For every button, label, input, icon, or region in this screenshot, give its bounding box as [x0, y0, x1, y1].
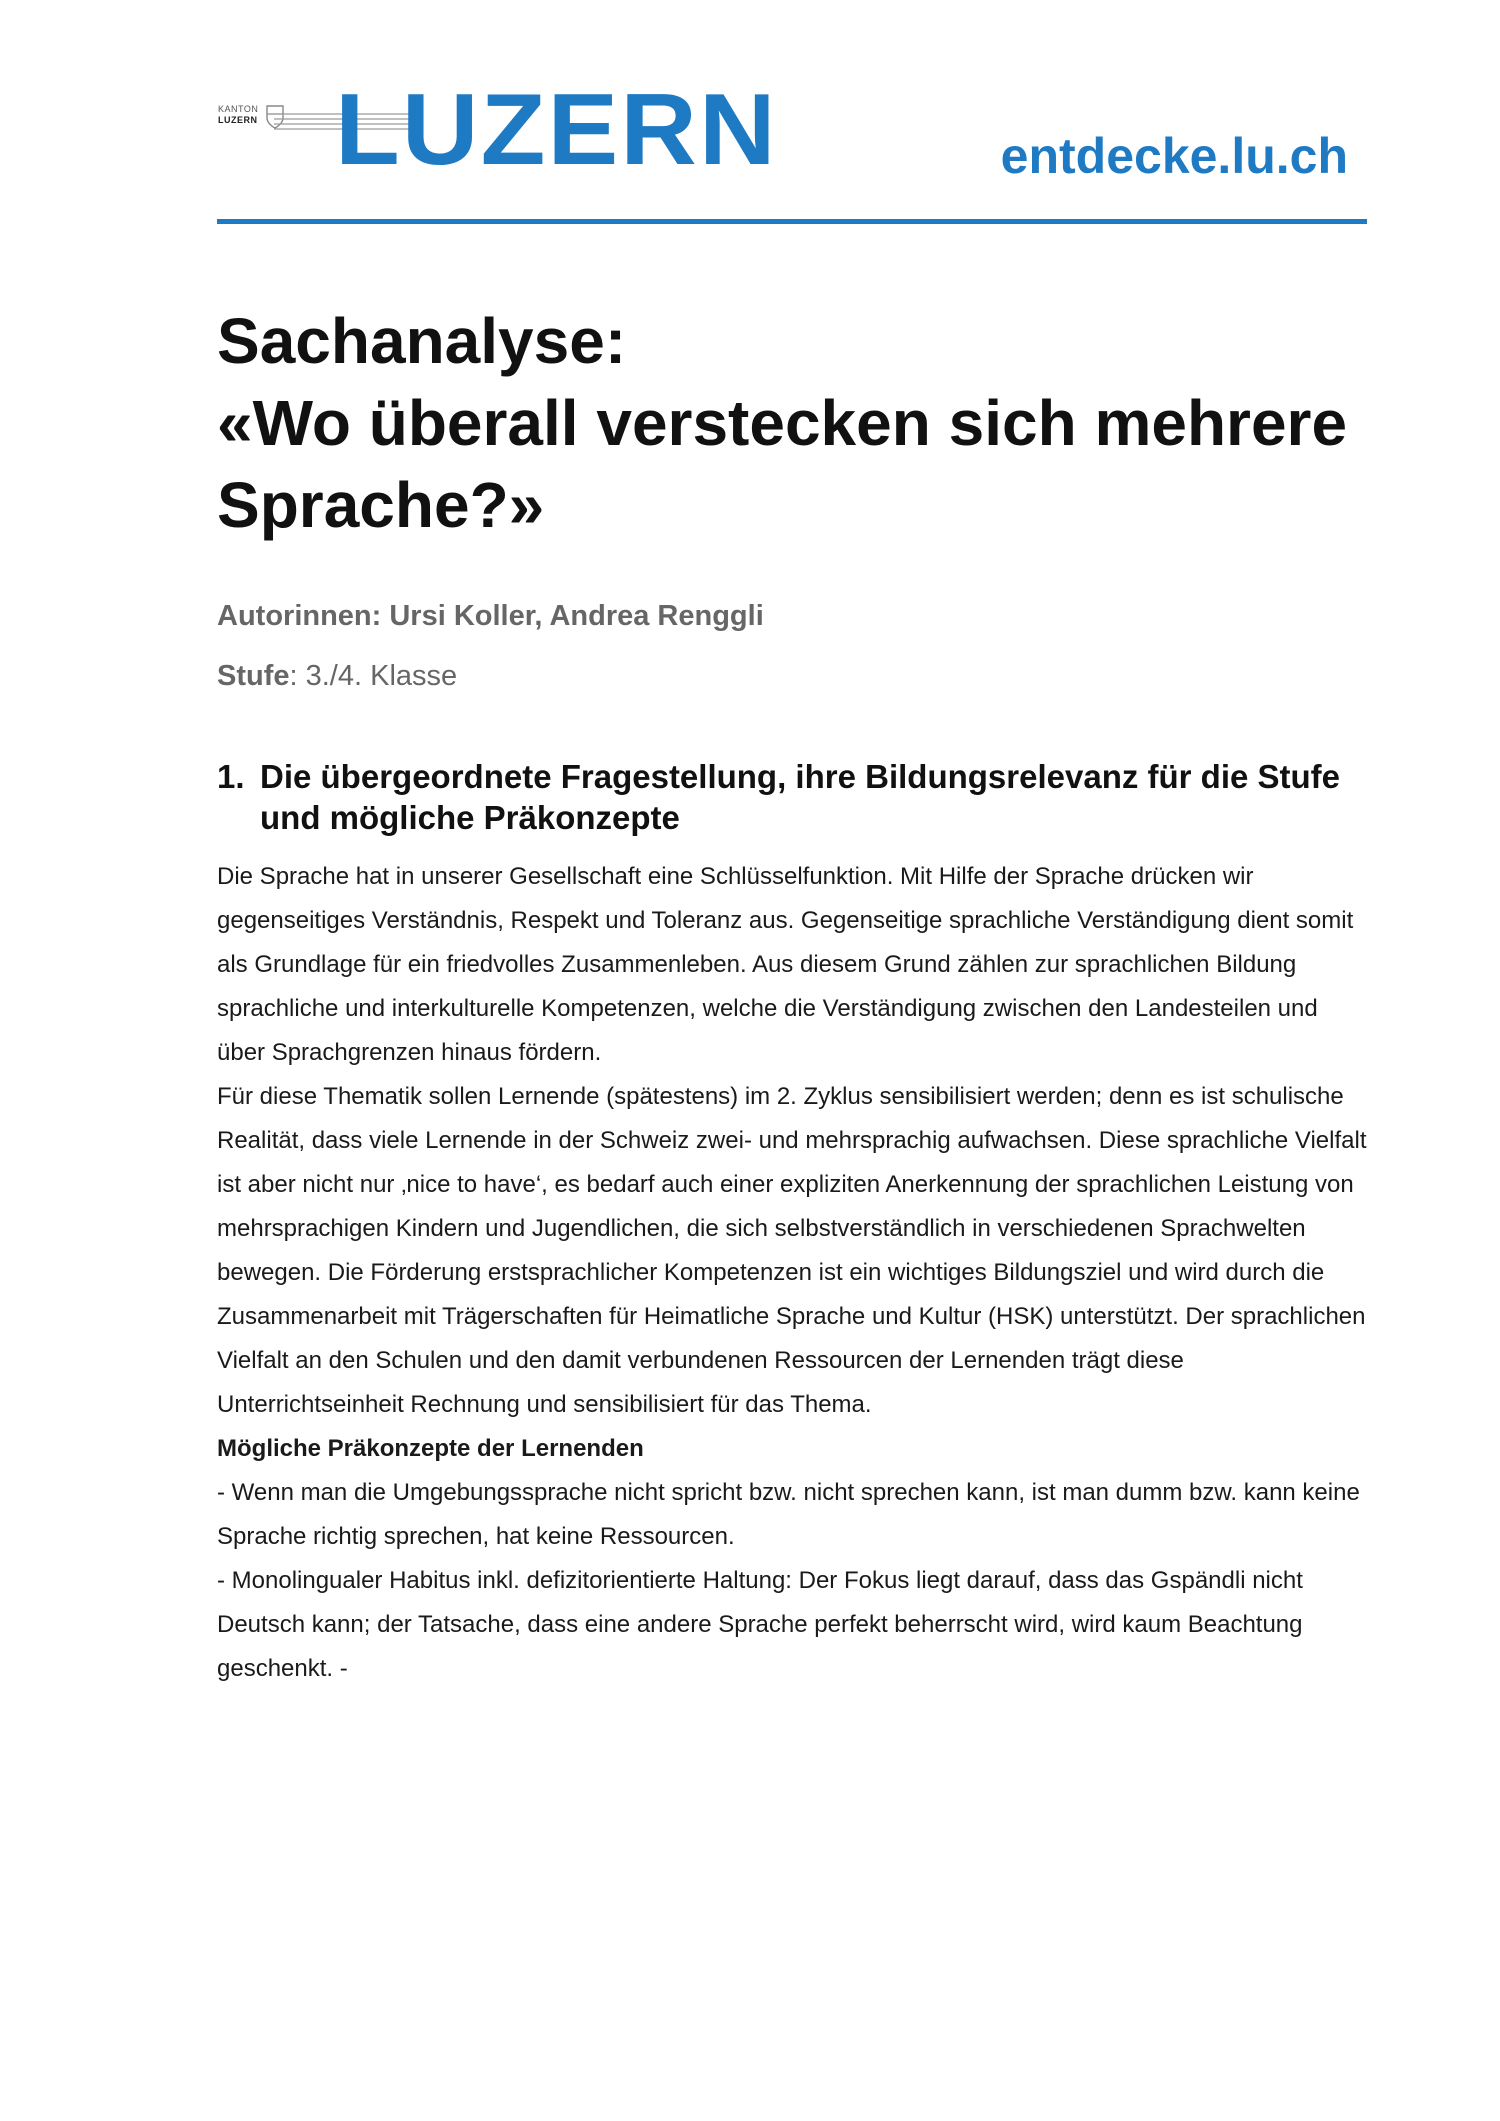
kanton-label: KANTON	[218, 104, 259, 114]
title-line-3: Sprache?»	[217, 469, 545, 541]
level-line	[217, 658, 1367, 694]
kanton-name: LUZERN	[218, 115, 258, 125]
level-value: : 3./4. Klasse	[289, 660, 458, 692]
preconcepts-subheading: Mögliche Präkonzepte der Lernenden	[217, 1435, 644, 1462]
title-line-2: «Wo überall verstecken sich mehrere	[217, 387, 1348, 459]
preconcept-item-1: - Wenn man die Umgebungssprache nicht spricht bzw. nicht sprechen kann, ist man dumm bzw. kann keine Sprache richtig sprechen, hat keine Ressourcen.	[217, 1479, 1360, 1550]
page-header	[0, 0, 1500, 230]
section-1-heading	[217, 756, 1367, 838]
document-body	[217, 300, 1367, 1691]
level-label: Stufe	[217, 660, 290, 692]
kanton-wordmark	[218, 104, 258, 126]
paragraph-2: Für diese Thematik sollen Lernende (spätestens) im 2. Zyklus sensibilisiert werden; denn es ist schulische Realität, dass viele Lernende in der Schweiz zwei- und mehrsprachig aufwachsen. Diese sprachliche Vielfalt ist aber nicht nur ‚nice to have‘, es bedarf auch einer expliziten Anerkennung der sprachlichen Leistung von mehrsprachigen Kindern und Jugendlichen, die sich selbstverständlich in verschiedenen Sprachwelten bewegen. Die Förderung erstsprachlicher Kompetenzen ist ein wichtiges Bildungsziel und wird durch die Zusammenarbeit mit Trägerschaften für Heimatliche Sprache und Kultur (HSK) unterstützt. Der sprachlichen Vielfalt an den Schulen und den damit verbundenen Ressourcen der Lernenden trägt diese Unterrichtseinheit Rechnung und sensibilisiert für das Thema.	[217, 1083, 1367, 1418]
title-line-1: Sachanalyse:	[217, 305, 627, 377]
luzern-logo: LUZERN	[335, 74, 778, 186]
header-divider	[217, 219, 1367, 224]
document-title	[217, 300, 1367, 546]
paragraph-1: Die Sprache hat in unserer Gesellschaft eine Schlüsselfunktion. Mit Hilfe der Sprache drücken wir gegenseitiges Verständnis, Respekt und Toleranz aus. Gegenseitige sprachliche Verständigung dient somit als Grundlage für ein friedvolles Zusammenleben. Aus diesem Grund zählen zur sprachlichen Bildung sprachliche und interkulturelle Kompetenzen, welche die Verständigung zwischen den Landesteilen und über Sprachgrenzen hinaus fördern.	[217, 863, 1354, 1066]
site-url: entdecke.lu.ch	[1000, 128, 1348, 184]
section-number: 1.	[217, 758, 245, 795]
section-1-body	[217, 855, 1367, 1691]
preconcept-item-2: - Monolingualer Habitus inkl. defizitorientierte Haltung: Der Fokus liegt darauf, dass das Gspändli nicht Deutsch kann; der Tatsache, dass eine andere Sprache perfekt beherrscht wird, wird kaum Beachtung geschenkt. -	[217, 1567, 1303, 1682]
section-heading-text: Die übergeordnete Fragestellung, ihre Bildungsrelevanz für die Stufe und mögliche Präkonzepte	[260, 758, 1341, 836]
authors-line: Autorinnen: Ursi Koller, Andrea Renggli	[217, 600, 764, 632]
